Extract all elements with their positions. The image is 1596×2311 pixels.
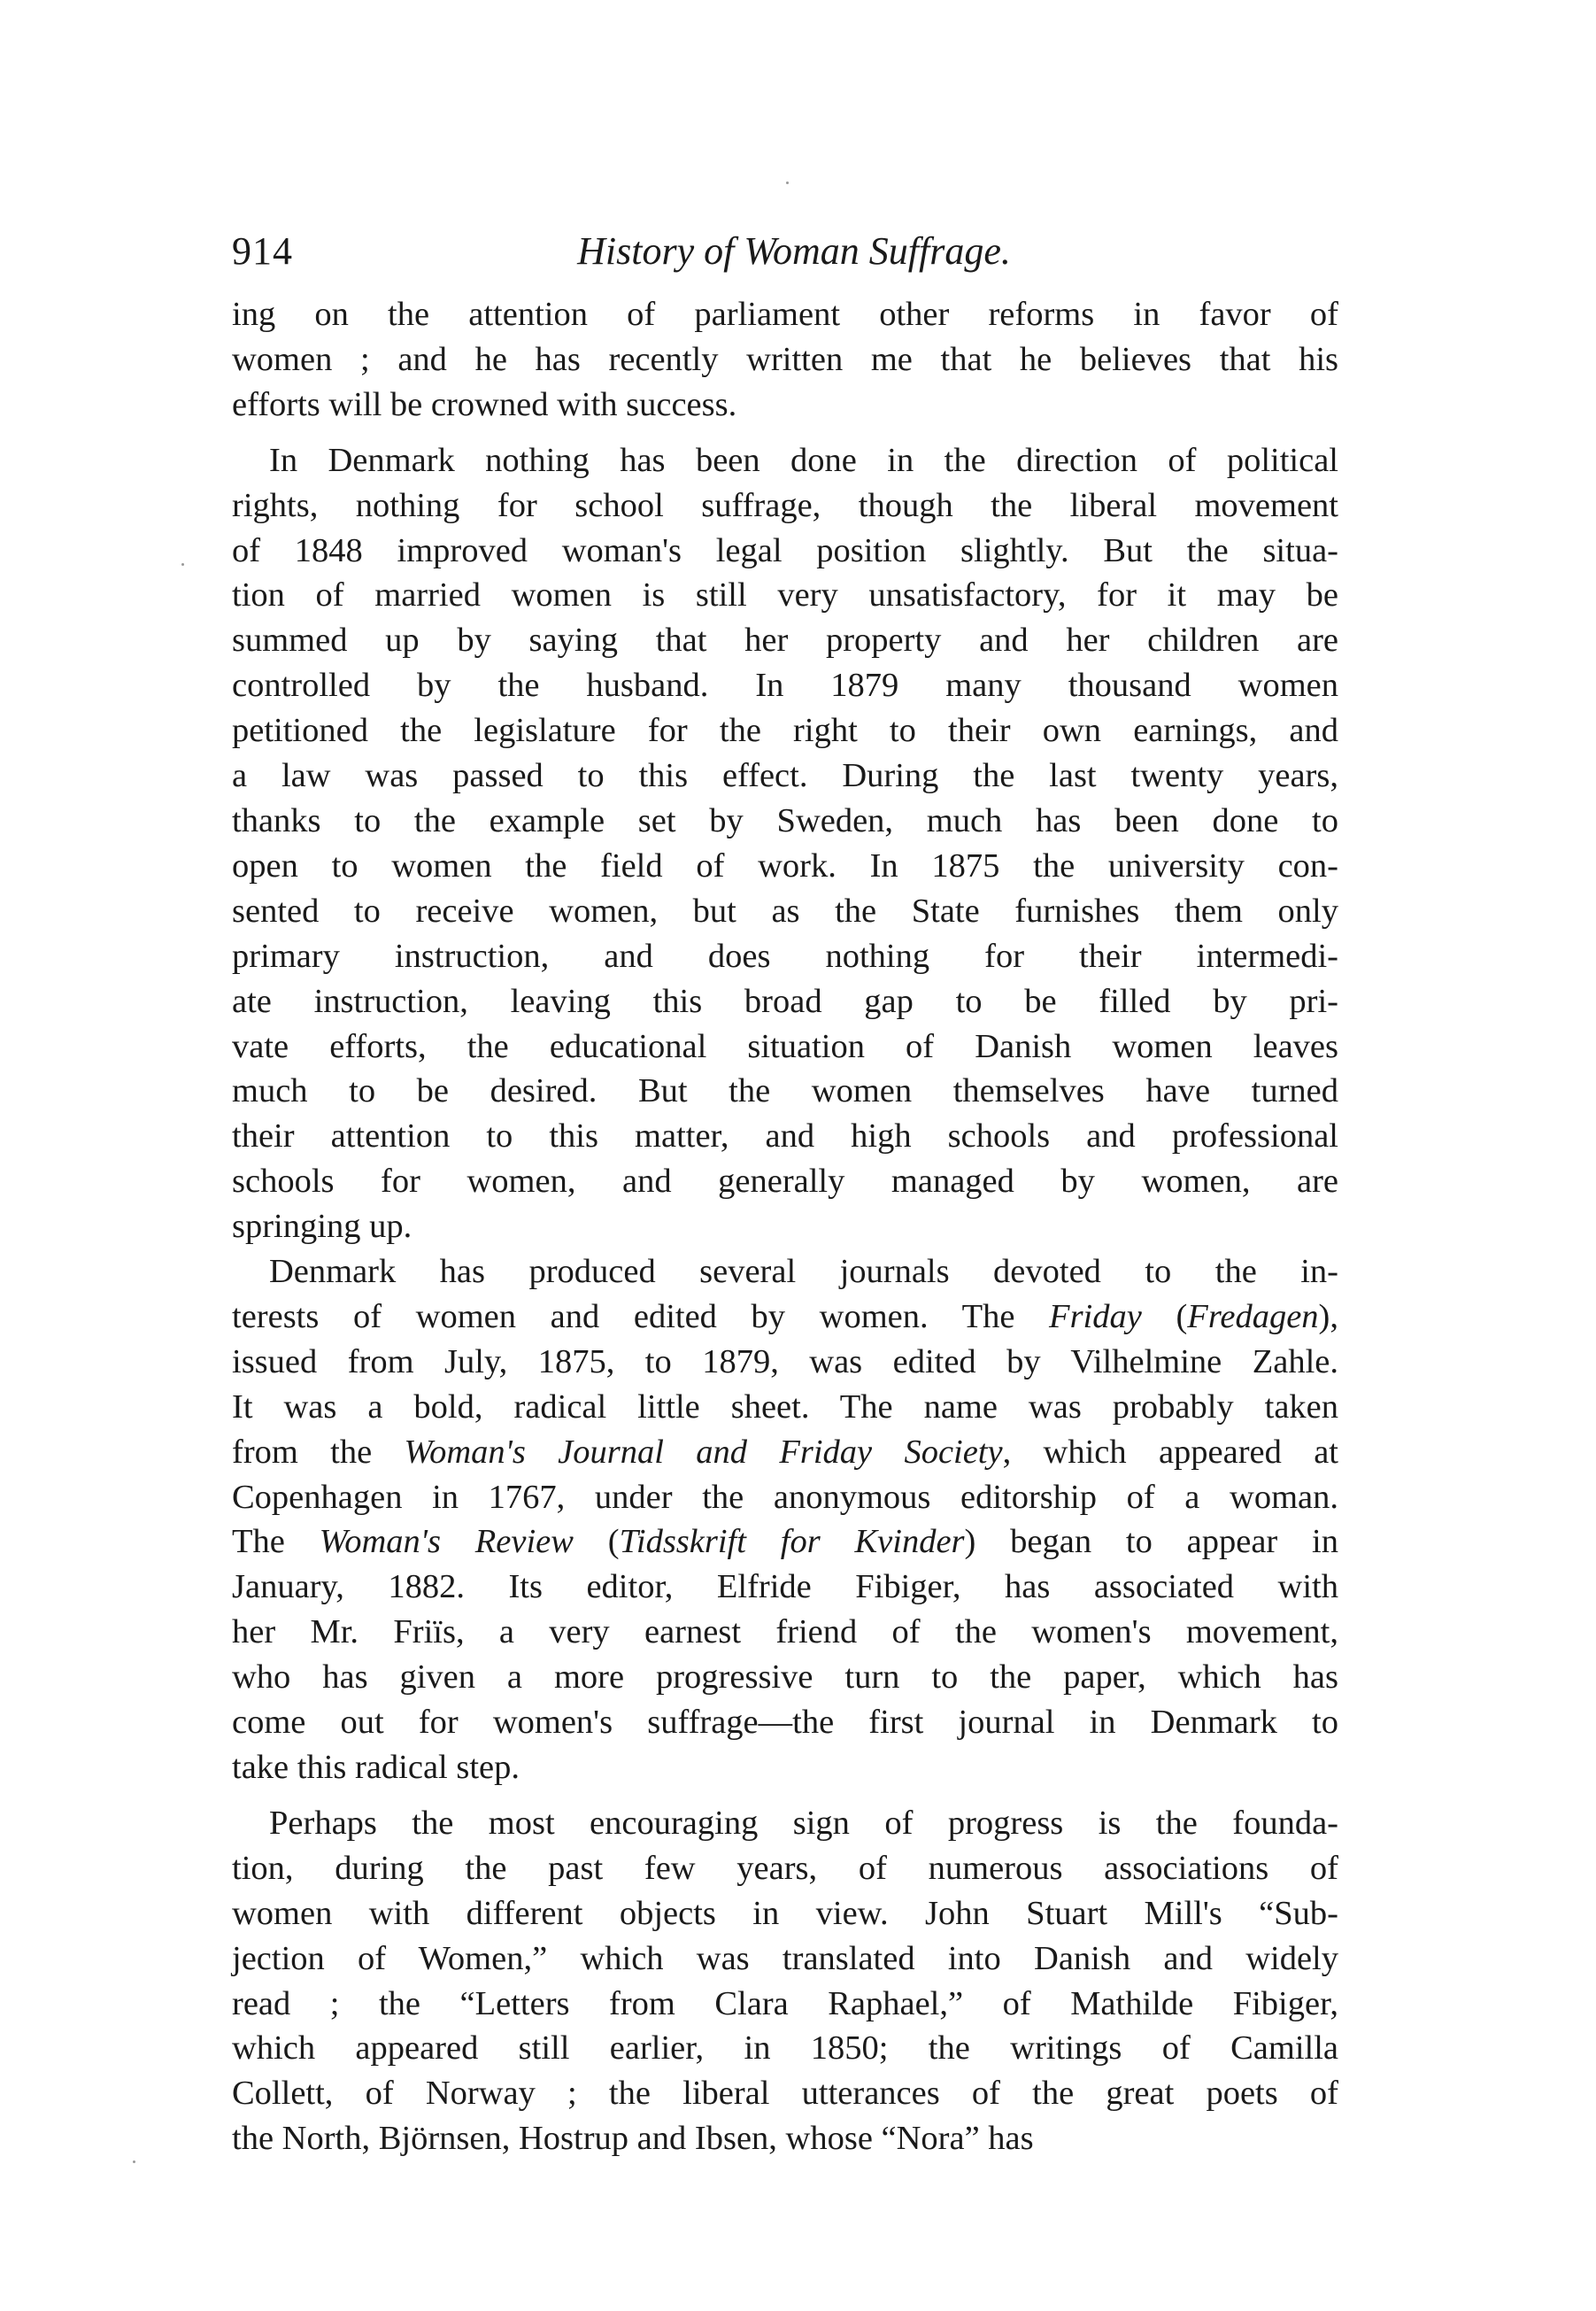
paragraph-denmark-rights: [232, 438, 1338, 1249]
italic-title: Woman's Journal and Friday Society: [404, 1433, 1003, 1471]
text-line: [232, 1610, 1338, 1655]
text-run: ),: [1318, 1297, 1338, 1335]
text-line: much to be desired. But the women themselves have turned: [232, 1072, 1338, 1110]
italic-title: Fredagen: [1187, 1297, 1319, 1335]
text-line: [232, 1565, 1338, 1610]
text-run: terests of women and edited by women. The: [232, 1297, 1050, 1335]
scan-speck: [786, 182, 789, 184]
text-line: sented to receive women, but as the State furnishes them only: [232, 892, 1338, 930]
text-line: [232, 1745, 1338, 1790]
text-run: issued from July, 1875, to 1879, was edited by Vilhelmine Zahle.: [232, 1342, 1338, 1380]
text-line: of 1848 improved woman's legal position slightly. But the situa-: [232, 531, 1338, 569]
text-line: [232, 1249, 1338, 1295]
text-line: which appeared still earlier, in 1850; the writings of Camilla: [232, 2029, 1338, 2068]
text-line: [232, 1430, 1338, 1475]
text-line: vate efforts, the educational situation of Danish women leaves: [232, 1027, 1338, 1065]
text-line: [232, 1340, 1338, 1385]
text-line: summed up by saying that her property and her children are: [232, 622, 1338, 660]
text-line: ing on the attention of parliament other reforms in favor of: [232, 296, 1338, 333]
text-run: ) began to appear in: [964, 1523, 1339, 1561]
text-run: January, 1882. Its editor, Elfride Fibiger, has associated with: [232, 1568, 1338, 1606]
italic-title: Tidsskrift for Kvinder: [619, 1523, 965, 1561]
page-header: [232, 220, 1338, 283]
text-line: a law was passed to this effect. During the last twenty years,: [232, 757, 1338, 795]
text-line: women ; and he has recently written me that he believes that his: [232, 340, 1338, 378]
text-run: take this radical step.: [232, 1749, 520, 1786]
text-run: (: [573, 1523, 620, 1561]
text-line: jection of Women,” which was translated into Danish and widely: [232, 1939, 1338, 1977]
body-text: [232, 292, 1338, 2161]
italic-title: Woman's Review: [319, 1523, 574, 1561]
book-page: [232, 220, 1338, 2161]
paragraph-continued: [232, 292, 1338, 428]
scan-speck: [133, 2160, 135, 2163]
text-line: springing up.: [232, 1208, 412, 1246]
text-run: Copenhagen in 1767, under the anonymous editorship of a woman.: [232, 1478, 1338, 1516]
text-line: primary instruction, and does nothing for their intermedi-: [232, 937, 1338, 975]
text-line: In Denmark nothing has been done in the direction of political: [269, 441, 1338, 479]
scan-speck: [181, 563, 184, 566]
text-line: [232, 1700, 1338, 1745]
text-line: tion, during the past few years, of numerous associations of: [232, 1849, 1338, 1887]
text-line: [232, 1519, 1338, 1565]
text-run: come out for women's suffrage—the first journal in Denmark to: [232, 1704, 1338, 1742]
text-line: rights, nothing for school suffrage, though the liberal movement: [232, 486, 1338, 524]
text-line: open to women the field of work. In 1875 the university con-: [232, 846, 1338, 885]
paragraph-associations: [232, 1801, 1338, 2161]
text-line: efforts will be crowned with success.: [232, 385, 737, 423]
text-line: ate instruction, leaving this broad gap to be filled by pri-: [232, 982, 1338, 1020]
text-run: The: [232, 1523, 320, 1561]
text-line: read ; the “Letters from Clara Raphael,” of Mathilde Fibiger,: [232, 1984, 1338, 2022]
text-line: [232, 1295, 1338, 1340]
text-line: thanks to the example set by Sweden, much has been done to: [232, 801, 1338, 839]
text-line: the North, Björnsen, Hostrup and Ibsen, whose “Nora” has: [232, 2120, 1034, 2158]
text-run: who has given a more progressive turn to the paper, which has: [232, 1658, 1338, 1697]
paragraph-denmark-journals: [232, 1249, 1338, 1790]
text-run: It was a bold, radical little sheet. The name was probably taken: [232, 1387, 1338, 1426]
running-title: History of Woman Suffrage.: [577, 229, 1011, 273]
text-line: tion of married women is still very unsatisfactory, for it may be: [232, 576, 1338, 614]
text-line: [232, 1655, 1338, 1700]
italic-title: Friday: [1049, 1297, 1142, 1335]
text-run: Denmark has produced several journals devoted to the in-: [269, 1253, 1338, 1291]
text-line: petitioned the legislature for the right to their own earnings, and: [232, 712, 1338, 750]
text-line: their attention to this matter, and high schools and professional: [232, 1117, 1338, 1156]
text-line: controlled by the husband. In 1879 many thousand women: [232, 667, 1338, 705]
text-run: , which appeared at: [1002, 1433, 1339, 1471]
text-line: women with different objects in view. John Stuart Mill's “Sub-: [232, 1894, 1338, 1932]
page-number: 914: [232, 229, 293, 273]
text-line: [232, 1475, 1338, 1520]
text-line: Perhaps the most encouraging sign of progress is the founda-: [269, 1804, 1338, 1842]
text-run: her Mr. Friïs, a very earnest friend of the women's movement,: [232, 1613, 1338, 1651]
text-line: Collett, of Norway ; the liberal utterances of the great poets of: [232, 2075, 1338, 2113]
text-line: [232, 1385, 1338, 1430]
text-line: schools for women, and generally managed by women, are: [232, 1163, 1338, 1201]
text-run: (: [1141, 1297, 1188, 1335]
text-run: from the: [232, 1433, 405, 1471]
